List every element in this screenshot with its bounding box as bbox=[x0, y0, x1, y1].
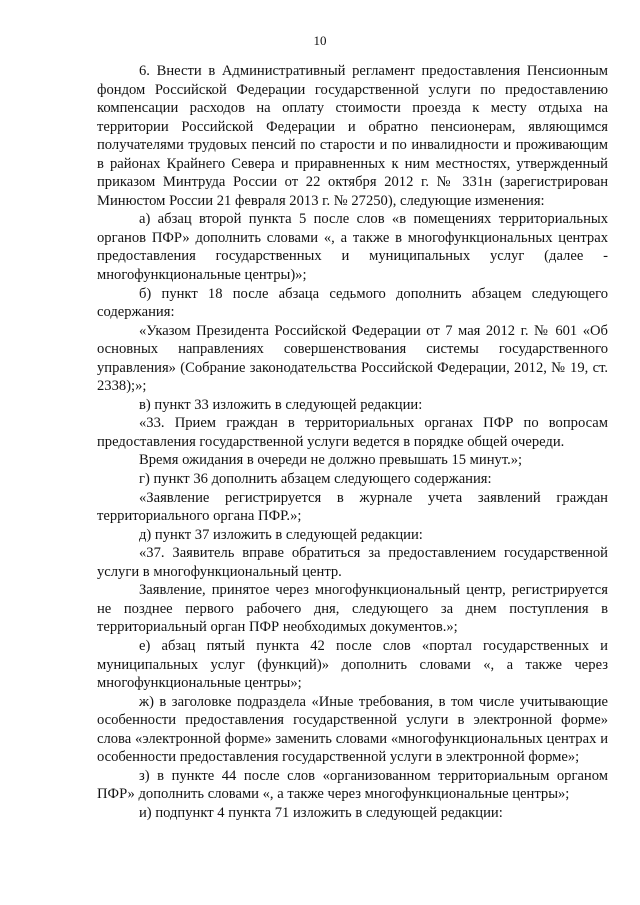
paragraph-quote-decree: «Указом Президента Российской Федерации от 7 мая 2012 г. № 601 «Об основных направлениях совершенствования системы государственного управления» (Собрание законодательства Российской Федерации, 2012, № 19, ст. 2338);»; bbox=[97, 322, 608, 395]
paragraph-subitem-v: в) пункт 33 изложить в следующей редакции: bbox=[139, 396, 423, 413]
paragraph-quote-37: «37. Заявитель вправе обратиться за предоставлением государственной услуги в многофункциональный центр. bbox=[97, 545, 608, 580]
page-number: 10 bbox=[313, 33, 327, 48]
paragraph-subitem-d: д) пункт 37 изложить в следующей редакции: bbox=[139, 526, 423, 543]
paragraph-subitem-g: г) пункт 36 дополнить абзацем следующего содержания: bbox=[139, 471, 492, 488]
paragraph-subitem-b: б) пункт 18 после абзаца седьмого дополнить абзацем следующего содержания: bbox=[97, 285, 608, 321]
paragraph-subitem-i: и) подпункт 4 пункта 71 изложить в следующей редакции: bbox=[139, 804, 503, 821]
paragraph-subitem-a: а) абзац второй пункта 5 после слов «в помещениях территориальных органов ПФР» дополнить словами «, а также в многофункциональных центрах предоставления государственных и муниципальных услуг (далее - многофункциональные центры)»; bbox=[97, 211, 608, 284]
paragraph-quote-registration: «Заявление регистрируется в журнале учета заявлений граждан территориального органа ПФР.»; bbox=[97, 489, 608, 525]
document-body bbox=[97, 62, 608, 822]
paragraph-waiting-time: Время ожидания в очереди не должно превышать 15 минут.»; bbox=[139, 452, 523, 469]
paragraph-subitem-z: з) в пункте 44 после слов «организованном территориальным органом ПФР» дополнить словами «, а также через многофункциональные центры»; bbox=[97, 767, 608, 803]
paragraph-subitem-zh: ж) в заголовке подраздела «Иные требования, в том числе учитывающие особенности предоставления государственной услуги в электронной форме» слова «электронной форме» заменить словами «многофункциональных центрах и особенности предоставления государственной услуги в электронной форме»; bbox=[97, 693, 608, 766]
paragraph-item-6: 6. Внести в Административный регламент предоставления Пенсионным фондом Российской Федерации государственной услуги по предоставлению компенсации расходов на оплату стоимости проезда к месту отдыха на территории Российской Федерации и обратно пенсионерам, являющимся получателями трудовых пенсий по старости и по инвалидности и проживающим в районах Крайнего Севера и приравненных к ним местностях, утвержденный приказом Минтруда России от 22 октября 2012 г. № 331н (зарегистрирован Минюстом России 21 февраля 2013 г. № 27250), следующие изменения: bbox=[97, 63, 608, 209]
paragraph-quote-33: «33. Прием граждан в территориальных органах ПФР по вопросам предоставления государственной услуги ведется в порядке общей очереди. bbox=[97, 415, 608, 450]
paragraph-application-accepted: Заявление, принятое через многофункциональный центр, регистрируется не позднее первого рабочего дня, следующего за днем поступления в территориальный орган ПФР необходимых документов.»; bbox=[97, 582, 608, 636]
paragraph-subitem-e: е) абзац пятый пункта 42 после слов «портал государственных и муниципальных услуг (функций)» дополнить словами «, а также через многофункциональные центры»; bbox=[97, 637, 608, 692]
